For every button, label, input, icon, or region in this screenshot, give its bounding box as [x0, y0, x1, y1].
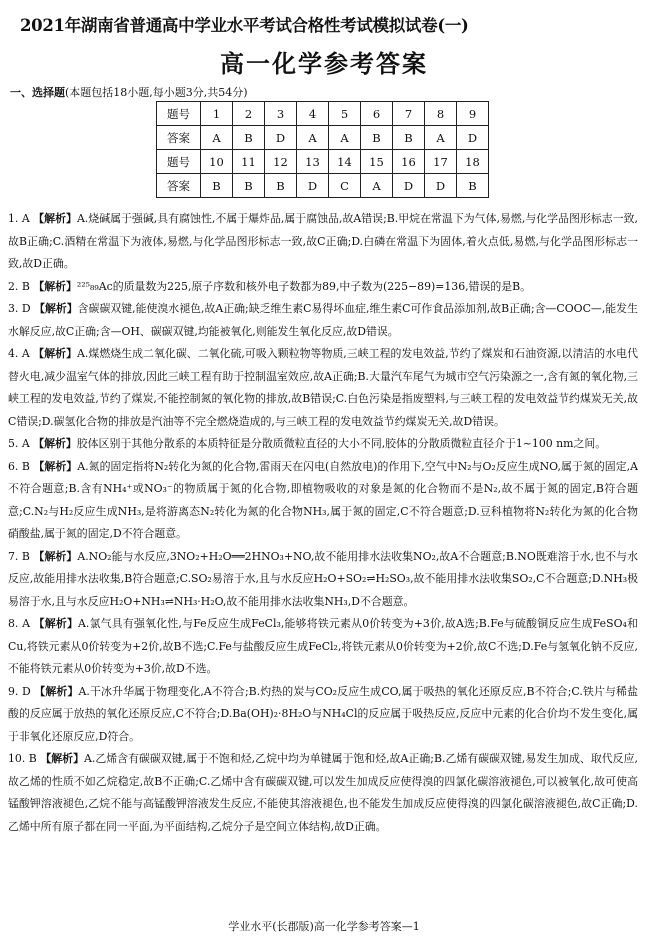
- explanation-item: [8, 433, 638, 456]
- answer-table-cell: D: [297, 174, 329, 198]
- explanation-item: [8, 208, 638, 276]
- answer-table-row: [157, 150, 489, 174]
- section-label: 一、选择题: [10, 86, 65, 99]
- answer-table-cell: 9: [457, 102, 489, 126]
- answer-table-cell: B: [457, 174, 489, 198]
- explanation-item: [8, 748, 638, 838]
- item-answer: 3. D: [8, 302, 31, 315]
- answer-table-cell: A: [425, 126, 457, 150]
- answer-table-cell: A: [297, 126, 329, 150]
- explanation-item: [8, 276, 638, 299]
- answer-table-cell: D: [425, 174, 457, 198]
- explanation-list: [8, 208, 638, 838]
- answer-title: 高一化学参考答案: [220, 49, 428, 78]
- page-footer: 学业水平(长郡版)高一化学参考答案—1: [228, 920, 420, 933]
- item-answer: 1. A: [8, 212, 30, 225]
- answer-table-cell: A: [361, 174, 393, 198]
- analysis-tag: 【解析】: [33, 549, 78, 563]
- item-explanation: A.烧碱属于强碱,具有腐蚀性,不属于爆炸品,属于腐蚀品,故A错误;B.甲烷在常温下为气体,易燃,与化学品图形标志一致,故B正确;C.酒精在常温下为液体,易燃,与化学品图形标志一致,故C正确;D.白磷在常温下为固体,着火点低,易燃,与化学品图形标志一致,故D正确。: [8, 212, 638, 270]
- analysis-tag: 【解析】: [33, 212, 77, 225]
- answer-table-cell: A: [201, 126, 233, 150]
- answer-table-cell: 6: [361, 102, 393, 126]
- item-explanation: A.氮的固定指将N₂转化为氮的化合物,雷雨天在闪电(自然放电)的作用下,空气中N₂与O₂反应生成NO,属于氮的固定,A不符合题意;B.含有NH₄⁺或NO₃⁻的物质属于氮的化合物,即植物吸收的对象是氮的化合物而不是N₂,故不属于氮的固定,B符合题意;C.N₂与H₂反应生成NH₃,是将游离态N₂转化为氮的化合物NH₃,属于氮的固定,C不符合题意;D.豆科植物将N₂转化为氮的化合物硝酸盐,属于氮的固定,D不符合题意。: [8, 459, 638, 540]
- answer-table-cell: 5: [329, 102, 361, 126]
- item-explanation: A.NO₂能与水反应,3NO₂+H₂O══2HNO₃+NO,故不能用排水法收集NO₂,故A不合题意;B.NO既难溶于水,也不与水反应,故能用排水法收集,B符合题意;C.SO₂易溶于水,且与水反应H₂O+SO₂⇌H₂SO₃,故不能用排水法收集SO₂,C不合题意;D.NH₃极易溶于水,且与水反应H₂O+NH₃⇌NH₃·H₂O,故不能用排水法收集NH₃,D不合题意。: [8, 549, 638, 608]
- item-answer: 10. B: [8, 752, 37, 765]
- answer-table-cell: 15: [361, 150, 393, 174]
- explanation-item: [8, 298, 638, 343]
- analysis-tag: 【解析】: [33, 617, 79, 630]
- answer-table-cell: 12: [265, 150, 297, 174]
- answer-table-cell: 4: [297, 102, 329, 126]
- answer-table-cell: 13: [297, 150, 329, 174]
- answer-table-cell: 18: [457, 150, 489, 174]
- item-explanation: A.乙烯含有碳碳双键,属于不饱和烃,乙烷中均为单键属于饱和烃,故A正确;B.乙烯有碳碳双键,易发生加成、取代反应,故乙烯的性质不如乙烷稳定,故B不正确;C.乙烯中含有碳碳双键,可以发生加成反应使得溴的四氯化碳溶液褪色,可以被氧化,故可使高锰酸钾溶液褪色,乙烷不能与高锰酸钾溶液发生反应,不能使其溶液褪色,也不能发生加成反应使得溴的四氯化碳溶液褪色,故C正确;D.乙烯中所有原子都在同一平面,为平面结构,乙烷分子是空间立体结构,故D正确。: [8, 752, 638, 833]
- explanation-item: [8, 343, 638, 433]
- answer-table-cell: 8: [425, 102, 457, 126]
- answer-table-cell: B: [233, 174, 265, 198]
- answer-table-cell: D: [393, 174, 425, 198]
- analysis-tag: 【解析】: [34, 302, 78, 315]
- answer-table-row-header: 答案: [157, 126, 201, 150]
- answer-table-cell: B: [265, 174, 297, 198]
- answer-table: [156, 101, 489, 198]
- exam-title: 2021年湖南省普通高中学业水平考试合格性考试模拟试卷(一): [20, 16, 469, 35]
- answer-table-row-header: 题号: [157, 102, 201, 126]
- explanation-item: [8, 613, 638, 681]
- analysis-tag: 【解析】: [40, 752, 84, 765]
- answer-table-cell: 17: [425, 150, 457, 174]
- analysis-tag: 【解析】: [33, 279, 77, 293]
- item-explanation: 胶体区别于其他分散系的本质特征是分散质微粒直径的大小不同,胶体的分散质微粒直径介于1~100 nm之间。: [76, 437, 607, 450]
- answer-table-cell: B: [393, 126, 425, 150]
- answer-table-cell: 11: [233, 150, 265, 174]
- answer-table-cell: D: [457, 126, 489, 150]
- answer-table-row: [157, 102, 489, 126]
- answer-table-row-header: 题号: [157, 150, 201, 174]
- section-note: (本题包括18小题,每小题3分,共54分): [65, 86, 248, 99]
- answer-table-cell: B: [233, 126, 265, 150]
- answer-table-cell: B: [201, 174, 233, 198]
- answer-table-row-header: 答案: [157, 174, 201, 198]
- item-answer: 5. A: [8, 437, 30, 450]
- item-answer: 7. B: [8, 549, 30, 563]
- item-answer: 8. A: [8, 617, 30, 630]
- answer-table-cell: C: [329, 174, 361, 198]
- section-heading: [10, 84, 248, 100]
- item-explanation: A.干冰升华属于物理变化,A不符合;B.灼热的炭与CO₂反应生成CO,属于吸热的氧化还原反应,B不符合;C.铁片与稀盐酸的反应属于放热的氧化还原反应,C不符合;D.Ba(OH)₂·8H₂O与NH₄Cl的反应属于吸热反应,反应中元素的化合价均不发生变化,属于非氧化还原反应,D符合。: [8, 684, 638, 743]
- item-explanation: A.煤燃烧生成二氧化碳、二氧化硫,可吸入颗粒物等物质,三峡工程的发电效益,节约了煤炭和石油资源,以清洁的水电代替火电,减少温室气体的排放,因此三峡工程有助于控制温室效应,故A正确;B.大量汽车尾气为城市空气污染源之一,含有氮的氧化物,三峡工程的发电效益,节约了煤炭,不能控制氮的氧化物的排放,故B错误;C.白色污染是指废塑料,与三峡工程的发电效益节约煤炭无关,故C错误;D.碳氢化合物的排放是汽油等不完全燃烧造成的,与三峡工程的发电效益节约煤炭无关,故D错误。: [8, 347, 638, 428]
- item-answer: 9. D: [8, 684, 31, 698]
- answer-table-row: [157, 174, 489, 198]
- analysis-tag: 【解析】: [33, 437, 77, 450]
- item-explanation: ²²⁵₈₉Ac的质量数为225,原子序数和核外电子数都为89,中子数为(225−89)=136,错误的是B。: [76, 279, 532, 293]
- analysis-tag: 【解析】: [33, 459, 78, 473]
- answer-table-cell: 1: [201, 102, 233, 126]
- answer-table-cell: 10: [201, 150, 233, 174]
- answer-table-cell: 14: [329, 150, 361, 174]
- analysis-tag: 【解析】: [33, 347, 78, 360]
- item-answer: 4. A: [8, 347, 30, 360]
- explanation-item: [8, 546, 638, 614]
- answer-table-cell: 3: [265, 102, 297, 126]
- explanation-item: [8, 681, 638, 749]
- answer-table-cell: A: [329, 126, 361, 150]
- answer-table-cell: B: [361, 126, 393, 150]
- item-answer: 6. B: [8, 459, 30, 473]
- item-explanation: A.氯气具有强氧化性,与Fe反应生成FeCl₃,能够将铁元素从0价转变为+3价,故A选;B.Fe与硫酸铜反应生成FeSO₄和Cu,将铁元素从0价转变为+2价,故B不选;C.Fe与盐酸反应生成FeCl₂,将铁元素从0价转变为+2价,故C不选;D.Fe与氢氧化钠不反应,不能将铁元素从0价转变为+3价,故D不选。: [8, 617, 638, 675]
- answer-table-cell: D: [265, 126, 297, 150]
- answer-table-cell: 7: [393, 102, 425, 126]
- answer-table-cell: 16: [393, 150, 425, 174]
- item-explanation: 含碳碳双键,能使溴水褪色,故A正确;缺乏维生素C易得坏血症,维生素C可作食品添加剂,故B正确;含—COOC—,能发生水解反应,故C正确;含—OH、碳碳双键,均能被氧化,则能发生氧化反应,故D错误。: [8, 302, 638, 338]
- analysis-tag: 【解析】: [34, 684, 79, 698]
- explanation-item: [8, 456, 638, 546]
- answer-table-cell: 2: [233, 102, 265, 126]
- answer-table-row: [157, 126, 489, 150]
- item-answer: 2. B: [8, 279, 30, 293]
